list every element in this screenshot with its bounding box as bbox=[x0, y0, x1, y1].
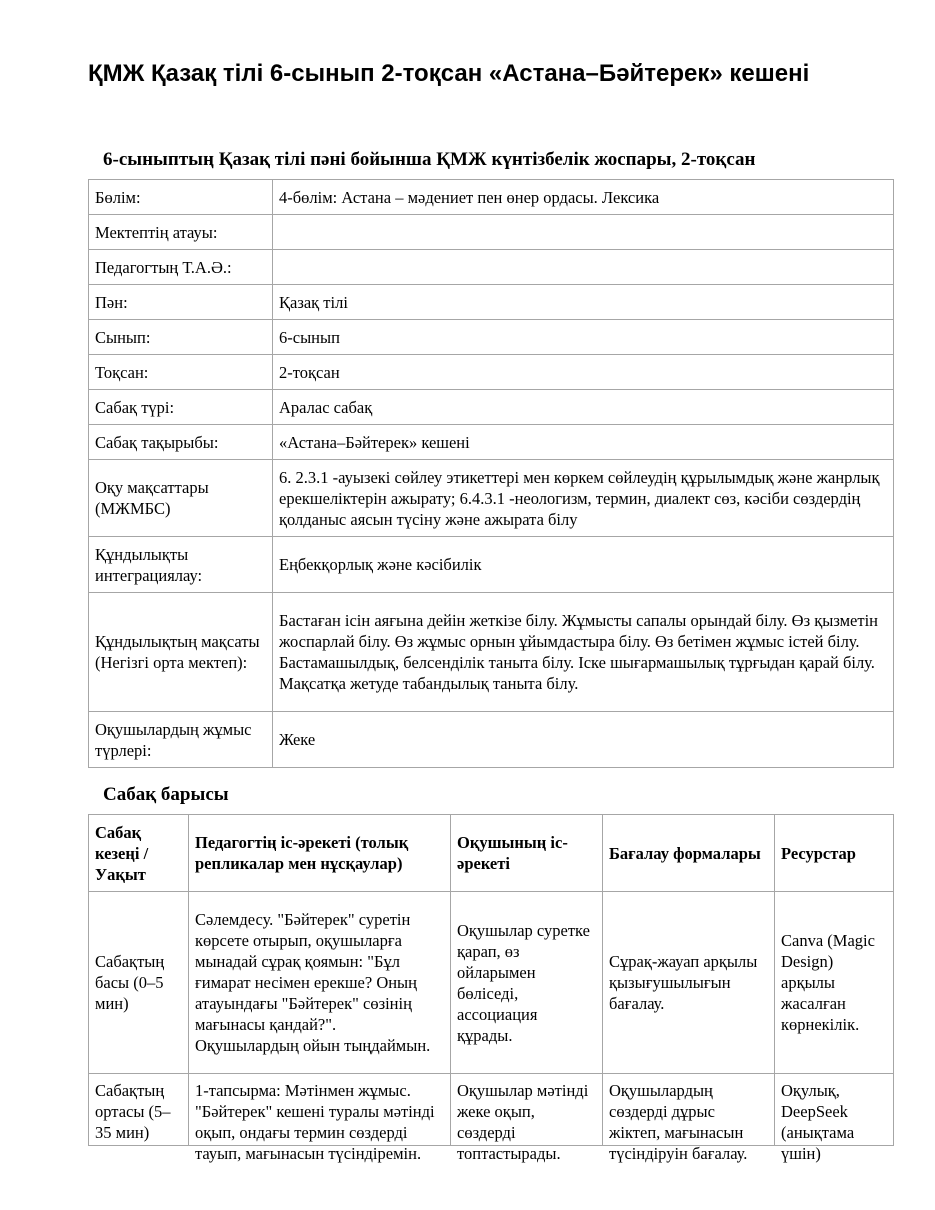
table-row bbox=[89, 285, 894, 320]
info-label: Оқу мақсаттары (МЖМБС) bbox=[89, 460, 273, 537]
cell-teacher-activity: Сәлемдесу. "Бәйтерек" суретін көрсете отырып, оқушыларға мынадай сұрақ қоямын: "Бұл ғимарат несімен ерекше? Оның атауындағы "Бәйтерек" сөзінің мағынасы қандай?". Оқушылардың ойын тыңдаймын. bbox=[189, 892, 451, 1074]
table-row bbox=[89, 892, 894, 1074]
info-label: Құндылықтың мақсаты (Негізгі орта мектеп): bbox=[89, 593, 273, 712]
info-label: Сынып: bbox=[89, 320, 273, 355]
cell-student-activity: Оқушылар мәтінді жеке оқып, сөздерді топтастырады. bbox=[457, 1081, 589, 1163]
table-header-row bbox=[89, 815, 894, 892]
info-value bbox=[273, 215, 894, 250]
info-label: Құндылықты интеграциялау: bbox=[89, 537, 273, 593]
table-row bbox=[89, 355, 894, 390]
table-row bbox=[89, 425, 894, 460]
table-row bbox=[89, 1074, 894, 1146]
column-header-assessment: Бағалау формалары bbox=[603, 815, 775, 892]
column-header-teacher: Педагогтің іс-әрекеті (толық репликалар мен нұсқаулар) bbox=[189, 815, 451, 892]
cell-stage: Сабақтың ортасы (5–35 мин) bbox=[95, 1081, 171, 1142]
info-value: Бастаған ісін аяғына дейін жеткізе білу. Жұмысты сапалы орындай білу. Өз қызметін жоспарлай білу. Өз жұмыс орнын ұйымдастыра білу. Өз бетімен жұмыс істей білу. Бастамашылдық, белсенділік таныта білу. Іске шығармашылық тұрғыдан қарай білу. Мақсатқа жетуде табандылық таныта білу. bbox=[273, 593, 894, 712]
column-header-student: Оқушының іс-әрекеті bbox=[451, 815, 603, 892]
cell-student-activity: Оқушылар суретке қарап, өз ойларымен бөліседі, ассоциация құрады. bbox=[451, 892, 603, 1074]
cell-teacher-activity: 1-тапсырма: Мәтінмен жұмыс. "Бәйтерек" кешені туралы мәтінді оқып, ондағы термин сөздерді тауып, мағынасын түсіндіремін. bbox=[195, 1081, 435, 1163]
info-label: Оқушылардың жұмыс түрлері: bbox=[89, 712, 273, 768]
info-value: Аралас сабақ bbox=[273, 390, 894, 425]
table-row bbox=[89, 390, 894, 425]
info-label: Мектептің атауы: bbox=[89, 215, 273, 250]
info-label: Педагогтың Т.А.Ә.: bbox=[89, 250, 273, 285]
info-value: Жеке bbox=[273, 712, 894, 768]
info-label: Сабақ түрі: bbox=[89, 390, 273, 425]
table-row bbox=[89, 537, 894, 593]
info-label: Тоқсан: bbox=[89, 355, 273, 390]
info-value: Қазақ тілі bbox=[273, 285, 894, 320]
info-value: 4-бөлім: Астана – мәдениет пен өнер ордасы. Лексика bbox=[273, 180, 894, 215]
table-row bbox=[89, 180, 894, 215]
plan-heading: 6-сыныптың Қазақ тілі пәні бойынша ҚМЖ күнтізбелік жоспары, 2-тоқсан bbox=[103, 149, 756, 170]
info-value: 6-сынып bbox=[273, 320, 894, 355]
table-row bbox=[89, 250, 894, 285]
info-value: 2-тоқсан bbox=[273, 355, 894, 390]
lesson-process-heading: Сабақ барысы bbox=[103, 784, 229, 805]
table-row bbox=[89, 320, 894, 355]
cell-stage: Сабақтың басы (0–5 мин) bbox=[89, 892, 189, 1074]
info-value: «Астана–Бәйтерек» кешені bbox=[273, 425, 894, 460]
page-title: ҚМЖ Қазақ тілі 6-сынып 2-тоқсан «Астана–Бәйтерек» кешені bbox=[88, 60, 810, 87]
info-label: Пән: bbox=[89, 285, 273, 320]
table-row bbox=[89, 712, 894, 768]
cell-assessment: Сұрақ-жауап арқылы қызығушылығын бағалау. bbox=[603, 892, 775, 1074]
cell-resources: Canva (Magic Design) арқылы жасалған көрнекілік. bbox=[775, 892, 894, 1074]
cell-assessment: Оқушылардың сөздерді дұрыс жіктеп, мағынасын түсіндіруін бағалау. bbox=[609, 1081, 748, 1163]
column-header-resources: Ресурстар bbox=[775, 815, 894, 892]
column-header-stage: Сабақ кезеңі / Уақыт bbox=[89, 815, 189, 892]
info-label: Сабақ тақырыбы: bbox=[89, 425, 273, 460]
table-row bbox=[89, 460, 894, 537]
info-label: Бөлім: bbox=[89, 180, 273, 215]
cell-resources: Оқулық, DeepSeek (анықтама үшін) bbox=[781, 1081, 855, 1163]
lesson-info-table bbox=[88, 179, 894, 768]
info-value: Еңбекқорлық және кәсібилік bbox=[273, 537, 894, 593]
info-value: 6. 2.3.1 -ауызекі сөйлеу этикеттері мен көркем сөйлеудің құрылымдық және жанрлық ерекшеліктерін ажырату; 6.4.3.1 -неологизм, термин, диалект сөз, кәсіби сөздердің қолданыс аясын түсіну және ажырата білу bbox=[273, 460, 894, 537]
table-row bbox=[89, 593, 894, 712]
info-value bbox=[273, 250, 894, 285]
table-row bbox=[89, 215, 894, 250]
lesson-process-table bbox=[88, 814, 894, 1163]
